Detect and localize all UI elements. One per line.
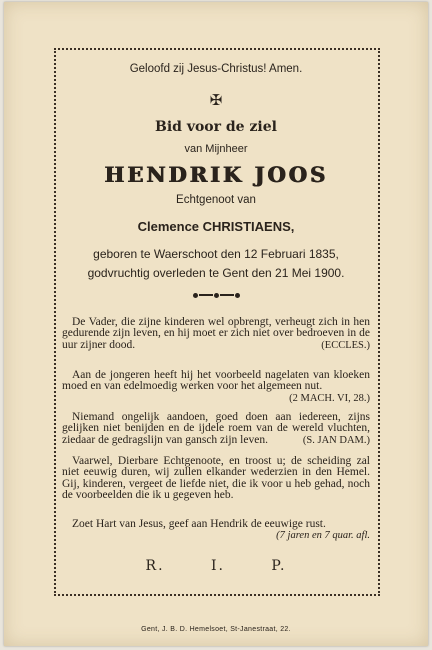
paragraph-reference: (S. JAN DAM.) [302, 434, 370, 446]
death-line: godvruchtig overleden te Gent den 21 Mei 1900. [87, 266, 345, 280]
paragraph-1 [62, 317, 370, 351]
rip-p: P. [271, 558, 287, 574]
rip-i: I. [210, 558, 225, 574]
rip-line [0, 558, 432, 574]
echtgenoot-line: Echtgenoot van [176, 194, 256, 206]
cross-icon: ✠ [209, 91, 223, 109]
deceased-name: HENDRIK JOOS [104, 162, 328, 187]
van-line: van Mijnheer [184, 143, 248, 155]
printer-imprint: Gent, J. B. D. Hemelsoet, St-Janestraat, 22. [141, 626, 291, 633]
paragraph-4 [62, 456, 370, 501]
birth-line: geboren te Waerschoot den 12 Februari 1835, [93, 247, 339, 261]
paragraph-text: Vaarwel, Dierbare Echtgenoote, en troost u; de scheiding zal niet eeuwig duren, wij zullen elkander wederzien in den Hemel. Gij, kinderen, vergeet de liefde niet, die ik voor u heb gehad, noch de voorbeelden die ik u gegeven heb. [62, 455, 370, 501]
rip-r: R. [145, 558, 165, 574]
paragraph-text: De Vader, die zijne kinderen wel opbrengt, verheugt zich in hen gedurende zijn leven, en hij moet er zich niet over bedroeven in de uur zijner dood. [62, 316, 370, 351]
paragraph-reference: (ECCLES.) [321, 339, 370, 351]
bid-line: Bid voor de ziel [155, 119, 277, 135]
paragraph-text: Aan de jongeren heeft hij het voorbeeld nagelaten van kloeken moed en van edelmoedig werken voor het algemeen nut. [62, 369, 370, 393]
paragraph-text: Zoet Hart van Jesus, geef aan Hendrik de eeuwige rust. [72, 518, 326, 530]
paragraph-reference: (2 MACH. VI, 28.) [289, 392, 370, 404]
paragraph-5 [62, 519, 370, 542]
paragraph-2 [62, 370, 370, 404]
paragraph-reference: (7 jaren en 7 quar. afl. [276, 530, 370, 542]
spouse-name: Clemence CHRISTIAENS, [137, 219, 295, 234]
header-text: Geloofd zij Jesus-Christus! Amen. [129, 63, 303, 75]
paragraph-text: Niemand ongelijk aandoen, goed doen aan iedereen, zijns gelijken niet benijden en de ijdele roem van de wereld vluchten, ziedaar de gedragslijn van gansch zijn leven. [62, 411, 370, 446]
paragraph-3 [62, 412, 370, 446]
ornament-divider [0, 288, 432, 301]
